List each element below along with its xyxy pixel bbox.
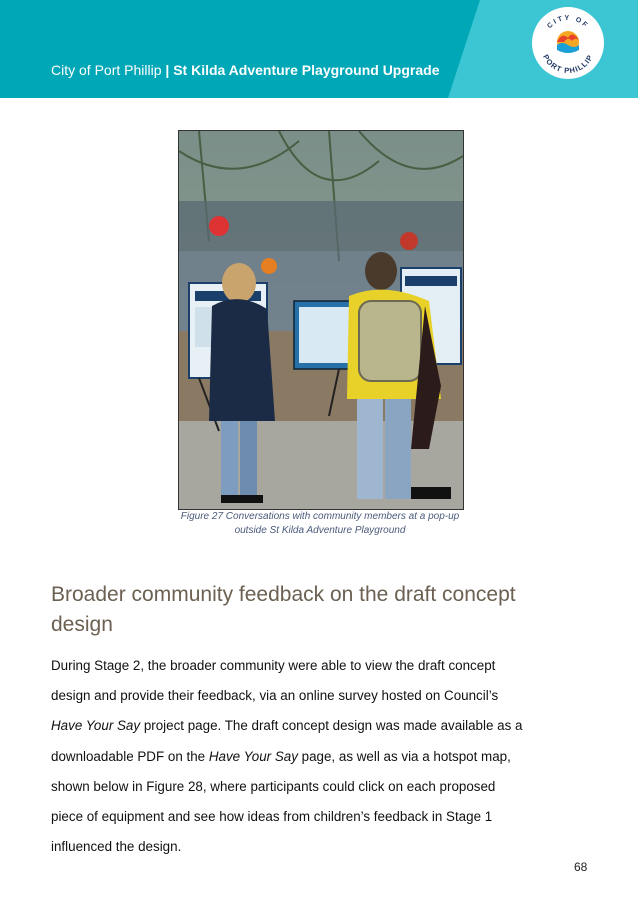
page-header bbox=[0, 0, 638, 98]
heading-line-1: Broader community feedback on the draft concept bbox=[51, 583, 516, 606]
community-popup-photo bbox=[178, 130, 464, 510]
logo-emblem bbox=[557, 31, 579, 53]
body-line-1: During Stage 2, the broader community were able to view the draft concept bbox=[51, 658, 496, 673]
heading-line-2: design bbox=[51, 613, 113, 636]
logo-text-top: CITY OF bbox=[546, 14, 590, 31]
organization-name: City of Port Phillip bbox=[51, 62, 162, 78]
body-line-4: downloadable PDF on the Have Your Say page, as well as via a hotspot map, bbox=[51, 748, 511, 764]
section-heading bbox=[51, 580, 591, 640]
body-line-2: design and provide their feedback, via an online survey hosted on Council’s bbox=[51, 688, 499, 704]
title-separator: | bbox=[165, 62, 170, 78]
body-line-5: shown below in Figure 28, where participants could click on each proposed bbox=[51, 778, 496, 794]
figure-caption bbox=[140, 510, 500, 538]
page-number: 68 bbox=[574, 860, 588, 874]
body-line-7: influenced the design. bbox=[51, 839, 182, 855]
logo-text-bottom: PORT PHILLIP bbox=[541, 52, 595, 76]
have-your-say-ref: Have Your Say bbox=[208, 748, 298, 764]
body-line-6: piece of equipment and see how ideas from children’s feedback in Stage 1 bbox=[51, 809, 493, 825]
backpack bbox=[359, 301, 421, 381]
city-of-port-phillip-logo bbox=[531, 6, 605, 80]
body-paragraph bbox=[51, 651, 596, 862]
caption-line-1: Figure 27 Conversations with community members at a pop-up bbox=[180, 511, 460, 522]
body-line-3: Have Your Say project page. The draft concept design was made available as a bbox=[51, 718, 523, 734]
header-title bbox=[51, 62, 439, 78]
caption-line-2: outside St Kilda Adventure Playground bbox=[234, 525, 406, 536]
have-your-say-ref: Have Your Say bbox=[51, 718, 141, 734]
project-name: St Kilda Adventure Playground Upgrade bbox=[173, 62, 440, 78]
